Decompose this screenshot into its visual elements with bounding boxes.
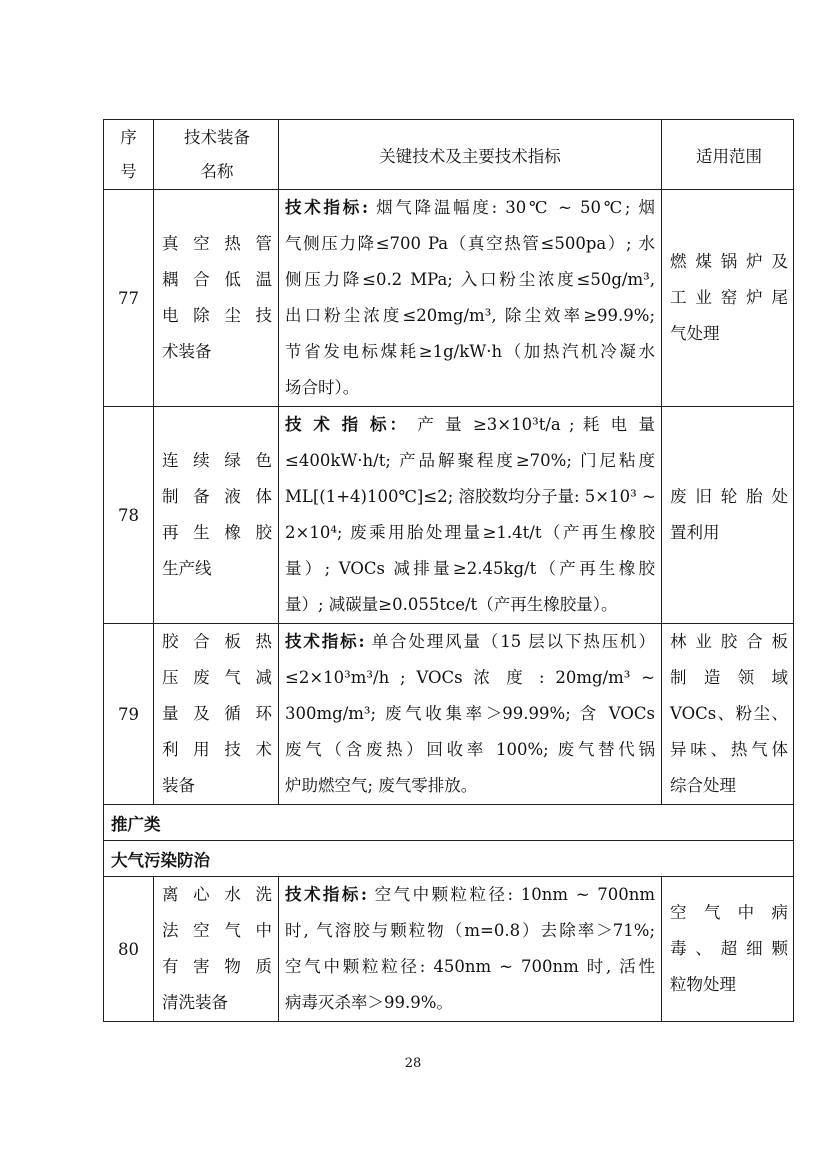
- spec-text: 单合处理风量（15 层以下热压机）: [364, 632, 655, 651]
- spec-line: [285, 190, 655, 226]
- application-scope: [662, 624, 794, 805]
- table-header-row: [104, 120, 794, 190]
- spec-line: 气侧压力降≤700 Pa（真空热管≤500pa）; 水: [285, 234, 655, 253]
- application-scope: [662, 190, 794, 407]
- spec-line: [285, 877, 655, 913]
- spec-label: 技术指标:: [285, 632, 365, 651]
- name-line: 利用技术: [162, 740, 272, 759]
- name-line: 电除尘技: [162, 306, 272, 325]
- table-row: [104, 877, 794, 1022]
- spec-text: 烟气降温幅度: 30℃ ~ 50℃; 烟: [368, 198, 655, 217]
- item-number: 79: [104, 624, 154, 805]
- spec-line: 量）; VOCs 减排量≥2.45kg/t（产再生橡胶: [285, 559, 655, 578]
- name-line: 制备液体: [162, 487, 272, 506]
- spec-line: 节省发电标煤耗≥1g/kW·h（加热汽机冷凝水: [285, 342, 655, 361]
- item-number: 78: [104, 407, 154, 624]
- scope-line: 林业胶合板: [670, 632, 788, 651]
- name-line: 真空热管: [162, 234, 272, 253]
- name-line: 清洗装备: [162, 993, 228, 1012]
- scope-line: 燃煤锅炉及: [670, 252, 788, 271]
- name-line: 量及循环: [162, 704, 272, 723]
- header-scope: 适用范围: [662, 120, 794, 190]
- scope-line: 毒、超细颗: [670, 939, 788, 958]
- spec-line: ML[(1+4)100℃]≤2; 溶胶数均分子量: 5×10³ ~: [285, 487, 656, 506]
- header-text: 技术装备: [184, 127, 250, 147]
- spec-line: 空气中颗粒粒径: 450nm ~ 700nm 时, 活性: [285, 957, 655, 976]
- spec-line: 量）; 减碳量≥0.055tce/t（产再生橡胶量）。: [285, 595, 618, 614]
- spec-text: 产 量 ≥3×10³t/a ; 耗 电 量: [409, 415, 655, 434]
- scope-line: 综合处理: [670, 776, 736, 795]
- item-number: 77: [104, 190, 154, 407]
- technology-table: [103, 119, 794, 1022]
- scope-line: 废旧轮胎处: [670, 487, 788, 506]
- spec-line: 时, 气溶胶与颗粒物（m=0.8）去除率＞71%;: [285, 921, 655, 940]
- name-line: 有害物质: [162, 957, 272, 976]
- equipment-name: [154, 624, 279, 805]
- scope-line: 空 气 中 病: [670, 903, 788, 922]
- spec-line: 病毒灭杀率＞99.9%。: [285, 993, 453, 1012]
- section-row: [104, 805, 794, 841]
- header-number: [104, 120, 154, 190]
- spec-line: 300mg/m³; 废气收集率＞99.99%; 含 VOCs: [285, 704, 655, 723]
- application-scope: [662, 877, 794, 1022]
- key-technology: [279, 877, 662, 1022]
- equipment-name: [154, 190, 279, 407]
- scope-line: 工业窑炉尾: [670, 288, 788, 307]
- spec-line: ≤400kW·h/t; 产品解聚程度≥70%; 门尼粘度: [285, 451, 655, 470]
- spec-line: 场合时）。: [285, 378, 360, 397]
- scope-line: VOCs、粉尘、: [670, 704, 788, 723]
- name-line: 术装备: [162, 342, 212, 361]
- name-line: 装备: [162, 776, 195, 795]
- table-row: [104, 190, 794, 407]
- name-line: 连续绿色: [162, 451, 272, 470]
- spec-label: 技术指标:: [285, 198, 369, 217]
- spec-label: 技术指标:: [285, 885, 367, 904]
- scope-line: 制造领域: [670, 668, 788, 687]
- name-line: 法空气中: [162, 921, 272, 940]
- table-row: [104, 407, 794, 624]
- spec-line: [285, 407, 655, 443]
- key-technology: [279, 407, 662, 624]
- scope-line: 置利用: [670, 523, 720, 542]
- name-line: 压废气减: [162, 668, 272, 687]
- header-name: [154, 120, 279, 190]
- spec-label: 技 术 指 标：: [285, 415, 410, 434]
- section-heading: 大气污染防治: [104, 841, 794, 877]
- header-text: 序: [120, 127, 137, 147]
- name-line: 耦合低温: [162, 270, 272, 289]
- scope-line: 气处理: [670, 324, 720, 343]
- header-text: 名称: [200, 161, 234, 181]
- spec-line: 废气（含废热）回收率 100%; 废气替代锅: [285, 740, 655, 759]
- spec-text: 空气中颗粒粒径: 10nm ~ 700nm: [366, 885, 656, 904]
- spec-line: 炉助燃空气; 废气零排放。: [285, 776, 478, 795]
- header-text: 号: [120, 161, 137, 181]
- section-row: [104, 841, 794, 877]
- equipment-name: [154, 407, 279, 624]
- item-number: 80: [104, 877, 154, 1022]
- section-heading: 推广类: [104, 805, 794, 841]
- key-technology: [279, 190, 662, 407]
- key-technology: [279, 624, 662, 805]
- equipment-name: [154, 877, 279, 1022]
- spec-line: 侧压力降≤0.2 MPa; 入口粉尘浓度≤50g/m³,: [285, 270, 655, 289]
- spec-line: ≤2×10³m³/h ; VOCs 浓 度 : 20mg/m³ ~: [285, 668, 655, 687]
- header-key-tech: 关键技术及主要技术指标: [279, 120, 662, 190]
- application-scope: [662, 407, 794, 624]
- scope-line: 异味、热气体: [670, 740, 788, 759]
- name-line: 生产线: [162, 559, 212, 578]
- spec-line: [285, 624, 655, 660]
- name-line: 胶合板热: [162, 632, 272, 651]
- spec-line: 出口粉尘浓度≤20mg/m³, 除尘效率≥99.9%;: [285, 306, 655, 325]
- spec-line: 2×10⁴; 废乘用胎处理量≥1.4t/t（产再生橡胶: [285, 523, 655, 542]
- page-number: 28: [404, 1056, 422, 1071]
- scope-line: 粒物处理: [670, 975, 736, 994]
- name-line: 再生橡胶: [162, 523, 272, 542]
- name-line: 离心水洗: [162, 885, 272, 904]
- table-row: [104, 624, 794, 805]
